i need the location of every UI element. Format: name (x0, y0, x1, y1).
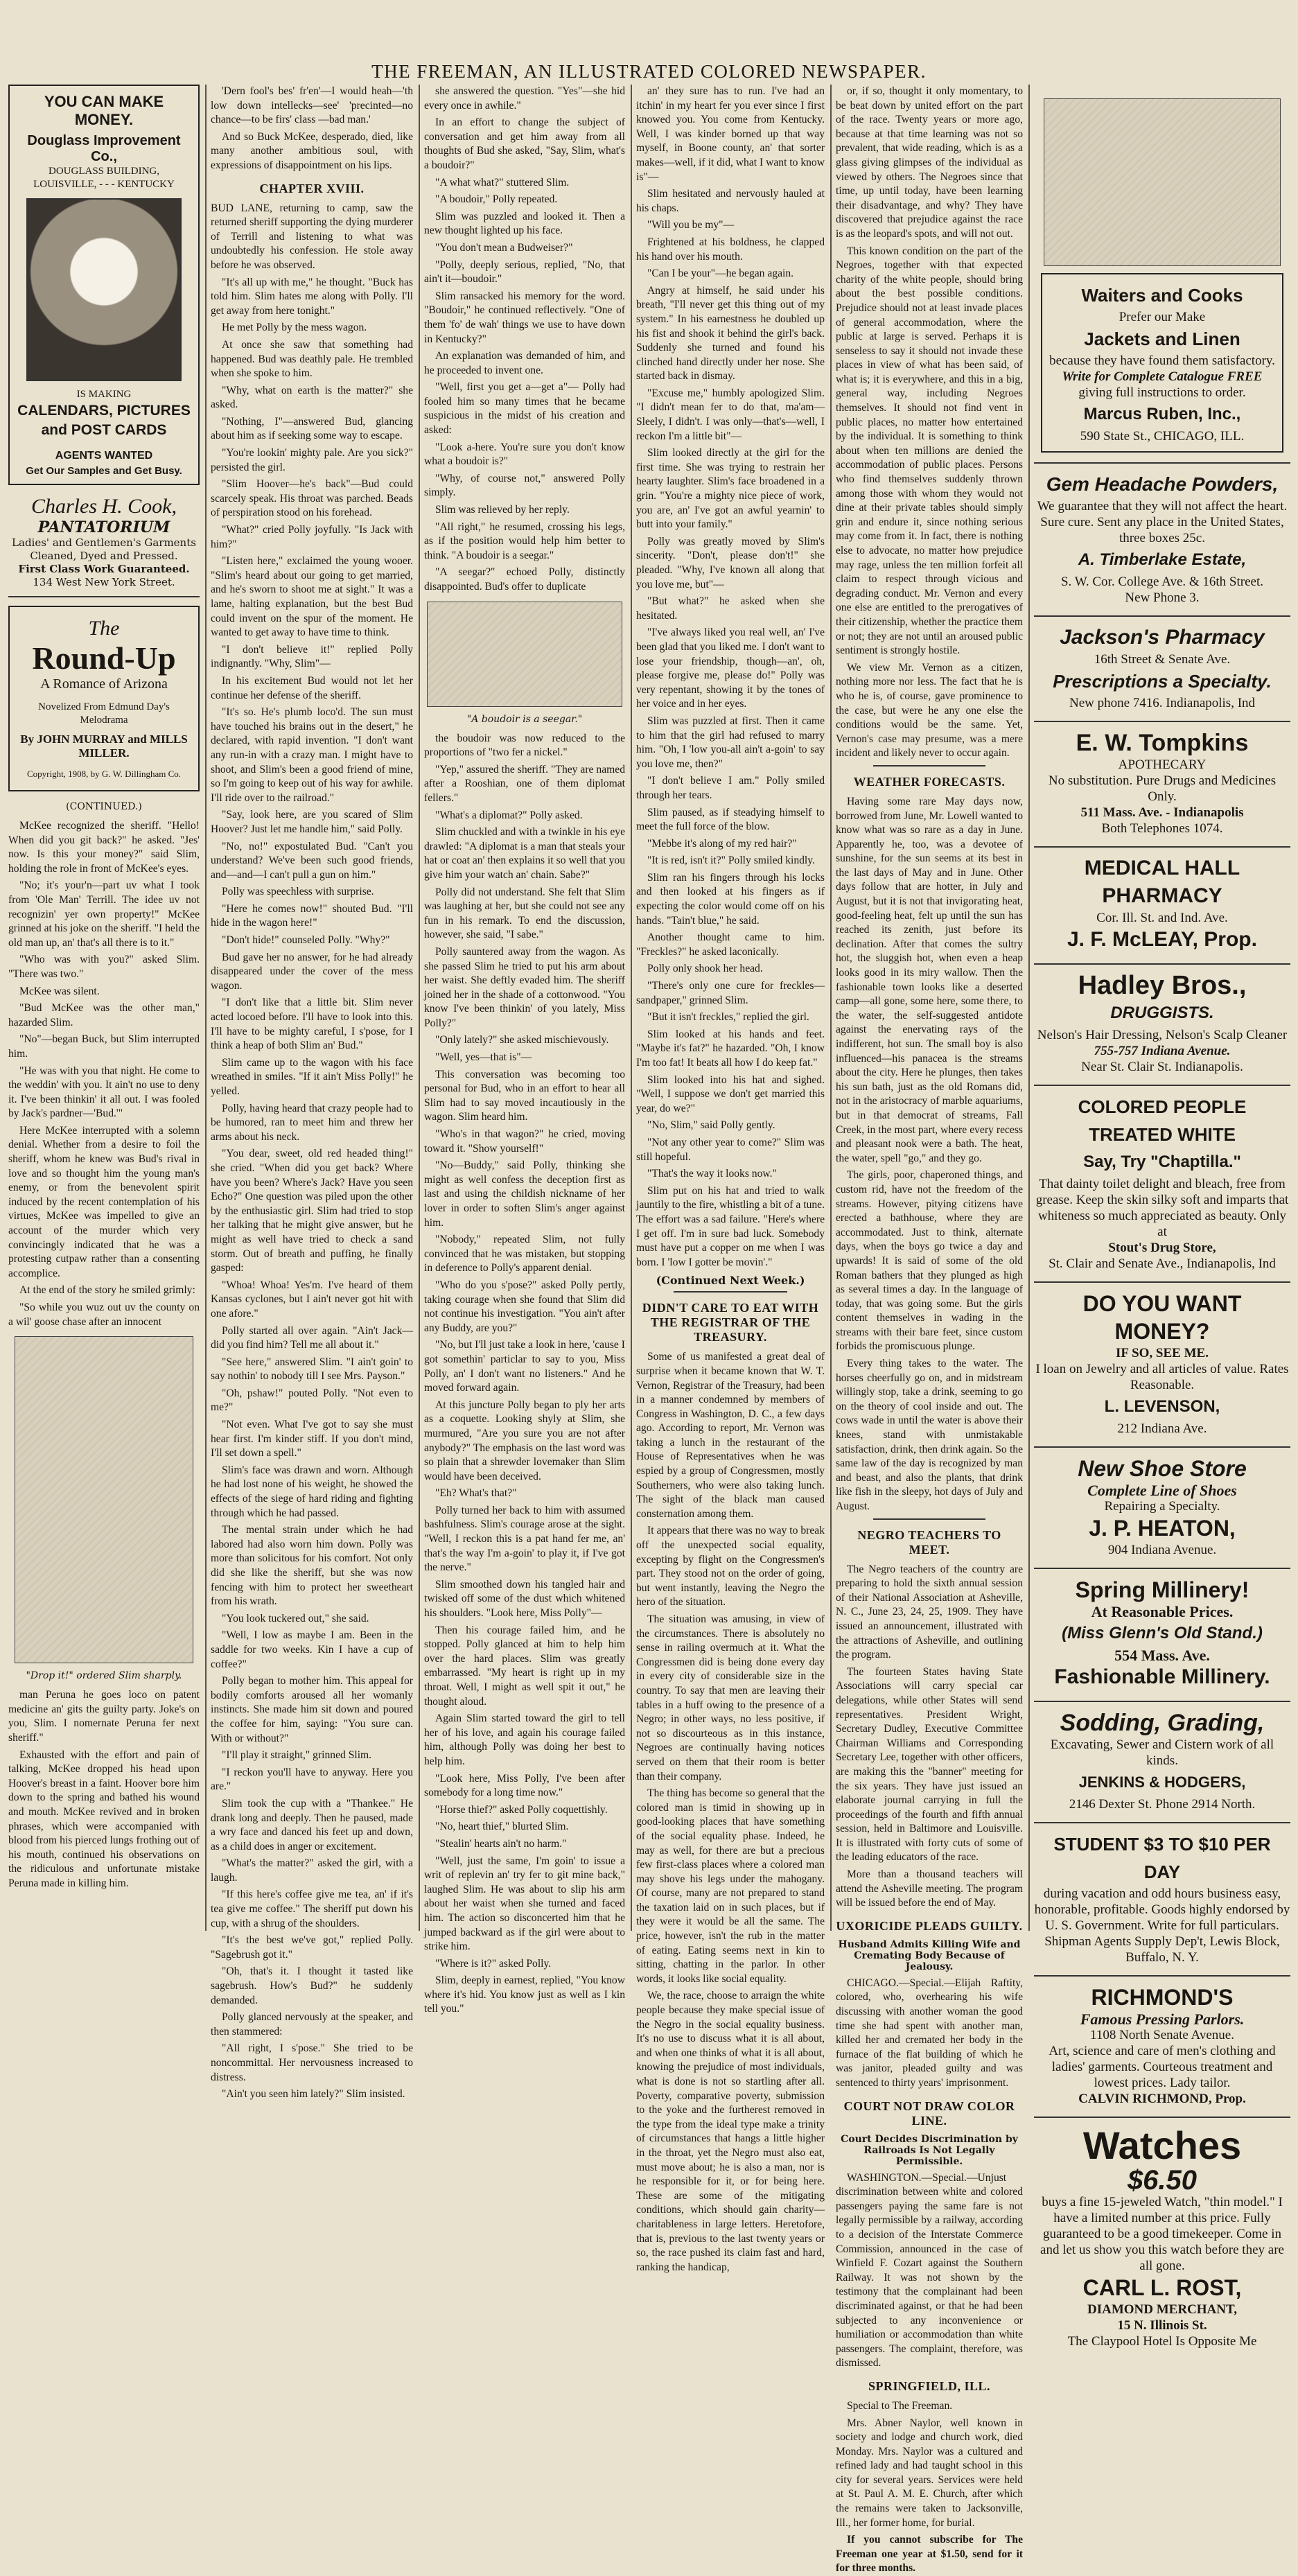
story-paragraph: Slim looked directly at the girl for the first time. She was trying to restrain her hearty laughter. Slim's face broadened in a grin. "You're a mighty nice piece of work, you are, an' I've got an awful yearnin' to butt into your family." (636, 447, 825, 531)
ad-sodding-sub: Excavating, Sewer and Cistern work of all kinds. (1050, 1737, 1274, 1768)
ad-company: Douglass Improvement Co., (27, 133, 181, 164)
story-paragraph: Slim took the cup with a "Thankee." He drank long and deeply. Then he paused, made a wry face and danced his feet up and down, as a child does in anger or excitement. (211, 1797, 413, 1852)
story-paragraph: Slim was relieved by her reply. (435, 504, 570, 516)
story-paragraph: Slim was puzzled at first. Then it came to him that the girl had refused to marry him. "Oh, I 'low you-all ain't a-goin' to say you love me, then?" (636, 715, 825, 770)
story-paragraph: Polly was greatly moved by Slim's sincerity. "Don't, please don't!" she pleaded. "Why, I've known all along that you love me, but"— (636, 535, 825, 590)
story-paragraph: At once she saw that something had happened. Bud was deathly pale. He trembled when she spoke to him. (211, 338, 413, 380)
story-paragraph: "Excuse me," humbly apologized Slim. "I didn't mean fer to do that, ma'am—Sleely, I didn't. I was only—that's—well, I reckon I'm a little bit"— (636, 387, 825, 442)
story-paragraph: Polly began to mother him. This appeal for bodily comforts aroused all her womanly instincts. She made him sit down and poured the coffee for him, saying: "You sure can. With or without?" (211, 1675, 413, 1744)
ad-watches-name: CARL L. ROST, (1082, 2275, 1242, 2300)
column-rule (205, 85, 207, 1931)
article-paragraph: CHICAGO.—Special.—Elijah Raftity, colored, who, overhearing his wife discussing with another woman the good time she had spent with another man, killed her and cremated her body in the furnace of the flat building of which he was janitor, pleaded guilty and was sentenced to thirty years' imprisonment. (836, 1977, 1023, 2089)
ad-money-addr: 212 Indiana Ave. (1117, 1421, 1207, 1436)
story-paragraph: "Yep," assured the sheriff. "They are named after a Rooshian, one of them diplomat fellers." (424, 763, 625, 804)
story-paragraph: At the end of the story he smiled grimly: (19, 1284, 195, 1297)
ad-millinery-tag: Fashionable Millinery. (1054, 1665, 1270, 1688)
continued-label: (CONTINUED.) (66, 801, 142, 812)
roundup-copyright: Copyright, 1908, by G. W. Dillingham Co. (26, 769, 182, 779)
story-paragraph: Polly sauntered away from the wagon. As she passed Slim he tried to put his arm about her waist. She deftly evaded him. The sheriff joined her in the shade of a cottonwood. "You know I've been thinkin' of you lately, Miss Polly?" (424, 945, 625, 1029)
ad-jackets-head: Jackets and Linen (1084, 328, 1240, 349)
ad-money-sub: IF SO, SEE ME. (1116, 1346, 1209, 1360)
ad-millinery-addr: 554 Mass. Ave. (1114, 1647, 1210, 1664)
ad-watches-head: Watches (1082, 2123, 1242, 2167)
ad-watches-price: $6.50 (1127, 2165, 1198, 2196)
story-paragraph: "I don't believe I am." Polly smiled through her tears. (636, 775, 825, 801)
ad-gem-addr: S. W. Cor. College Ave. & 16th Street. (1060, 575, 1264, 589)
story-paragraph: The mental strain under which he had labored had also worn him down. Polly was more than solicitous for his comfort. Not only did she like the sheriff, but she was now fencing with him to protect her sweetheart from his wrath. (211, 1524, 413, 1608)
story-paragraph: "Bud McKee was the other man," hazarded Slim. (8, 1002, 200, 1028)
story-paragraph: Slim looked into his hat and sighed. "Well, I suppose we don't get married this year, do we?" (636, 1074, 825, 1114)
ad-jacksons-spec: Prescriptions a Specialty. (1053, 671, 1272, 692)
ad-jackets-box (1041, 273, 1283, 453)
story-paragraph: Polly turned her back to him with assumed bashfulness. Slim's courage arose at the sight. "Well, I reckon this is a pat hand fer me, an' that's the way I'm a-goin' to play it, if I've got the nerve." (424, 1504, 625, 1574)
story-paragraph: "Whoa! Whoa! Yes'm. I've heard of them Kansas cyclones, but I ain't never got hit with one afore." (211, 1279, 413, 1320)
story-paragraph: "No, Slim," said Polly gently. (647, 1119, 775, 1132)
story-paragraph: "What's a diplomat?" Polly asked. (435, 809, 583, 821)
ad-jacksons-head: Jackson's Pharmacy (1060, 626, 1265, 649)
article-headline: WEATHER FORECASTS. (853, 774, 1006, 789)
ad-hadley-line1: Nelson's Hair Dressing, Nelson's Scalp Cleaner (1037, 1028, 1288, 1042)
ad-chaptilla (1034, 1086, 1290, 1283)
ad-shoe-store (1034, 1448, 1290, 1569)
story-paragraph: "No; it's your'n—part uv what I took from 'Ole Man' Terrill. The idee uv not recognizin' yer own property!" McKee grinned at his joke on the sheriff. "I held the old man up, an' that's all there is to it." (8, 879, 200, 949)
story-paragraph: "It is red, isn't it?" Polly smiled kindly. (647, 855, 815, 867)
story-paragraph: Slim chuckled and with a twinkle in his eye drawled: "A diplomat is a man that steals your hat or coat an' then explains it so well that you give him your watch an' chain. Sabe?" (424, 826, 625, 881)
ad-millinery (1034, 1569, 1290, 1702)
story-paragraph: "A seegar?" echoed Polly, distinctly disappointed. Bud's offer to duplicate (424, 566, 625, 593)
ad-shoe-addr: 904 Indiana Avenue. (1107, 1543, 1217, 1557)
article-paragraph: WASHINGTON.—Special.—Unjust discrimination between white and colored passengers paying the same fare is not legally permissible by a railway, according to a decision of the Interstate Commerce Commission, announced in the case of Winfield F. Cozart against the Southern Railway. It was not shown by the testimony that the complainant had been discriminated against, or that he had been subjected to any inconvenience or humiliation or accommodation than white passengers. The complaint, therefore, was dismissed. (836, 2171, 1023, 2369)
ad-student (1034, 1823, 1290, 1977)
story-paragraph: "Horse thief?" asked Polly coquettishly. (435, 1803, 608, 1816)
article-paragraph: The fourteen States having State Associations will carry special car delegations, while other States will send representatives. President Wright, Secretary Dudley, Executive Committee Chairman Williams and Corresponding Secretary Lee, together with other officers, are making this the "banner" meeting for the six years. They have just issued an elaborate journal carrying in full the proceedings of the fourth and fifth annual session, held in Baltimore and Louisville. It is illustrated with forty cuts of some of the leading educators of the race. (836, 1665, 1023, 1864)
story-paragraph: Slim came up to the wagon with his face wreathed in smiles. "If it ain't Miss Polly!" he yelled. (211, 1056, 413, 1097)
ad-jackets-line2: because they have found them satisfactory. (1049, 353, 1275, 368)
ad-douglass (8, 85, 200, 485)
ad-shoe-name: J. P. HEATON, (1089, 1516, 1236, 1541)
article-headline: NEGRO TEACHERS TO MEET. (857, 1527, 1001, 1557)
ad-millinery-sub: At Reasonable Prices. (1091, 1603, 1234, 1620)
story-paragraph: McKee recognized the sheriff. "Hello! When did you git back?" he asked. "Jes' now. Is this your money?" said Slim, holding the role in front of McKee's eyes. (8, 820, 200, 875)
story-paragraph: "He was with you that night. He come to the weddin' with you. It ain't no use to deny it. I've been thinkin' it all out. I was fooled by Jack's pardner—'Bud.'" (8, 1064, 200, 1120)
ad-student-head: STUDENT $3 TO $10 PER DAY (1053, 1834, 1271, 1882)
ad-footer: Get Our Samples and Get Busy. (26, 465, 182, 477)
story-paragraph: "No"—began Buck, but Slim interrupted him. (8, 1033, 200, 1060)
story-paragraph: He met Polly by the mess wagon. (222, 322, 367, 334)
ad-address: DOUGLASS BUILDING, (49, 166, 159, 177)
continued-next-week: (Continued Next Week.) (656, 1274, 805, 1288)
story-paragraph: 'Dern fool's bes' fr'en'—I would heah—'th low down intellecks—see' 'precinted—no chance—to be firs' class —bad man.' (211, 85, 413, 126)
story-paragraph: "That's the way it looks now." (647, 1168, 777, 1180)
story-paragraph: "It's so. He's plumb loco'd. The sun must have touched his brains out in the desert," he declared, with rapid invention. "I don't want any run-in with a crazy man. I might have to shoot, and Slim's been a good friend of mine, so I'm going to keep out of his way for awhile. I'll ride over to the railroad." (211, 706, 413, 804)
ad-chaptilla-store: Stout's Drug Store, (1108, 1241, 1216, 1255)
article-headline: DIDN'T CARE TO EAT WITH THE REGISTRAR OF THE TREASURY. (642, 1301, 819, 1344)
story-paragraph: And so Buck McKee, desperado, died, like many another ambitious soul, with expressions of disappointment on his lips. (211, 130, 413, 171)
story-paragraph: Bud gave her no answer, for he had already disappeared under the cover of the mess wagon. (211, 951, 413, 992)
ad-student-text: during vacation and odd hours business easy, honorable, profitable. Goods highly endorsed by U. S. Government. Write for full particulars. Shipman Agents Supply Dep't, Lewis Block, Buffalo, N. Y. (1034, 1886, 1290, 1965)
story-paragraph: "What's the matter?" asked the girl, with a laugh. (211, 1857, 413, 1884)
column-1 (8, 85, 200, 1931)
column-5 (836, 85, 1023, 2575)
article-paragraph: Some of us manifested a great deal of surprise when it became known that W. T. Vernon, Registrar of the Treasury, had been in a manner condemned by members of Congress in Washington, D. C., a few days ago. According to report, Mr. Vernon was taking a lunch in the restaurant of the House of Representatives when he was espied by a group of Congressmen, mostly Southerners, who were also taking lunch. The sight of the black man caused consternation among them. (636, 1351, 825, 1520)
story-paragraph: "Say, look here, are you scared of Slim Hoover? Just let me handle him," said Polly. (211, 809, 413, 835)
story-paragraph: Polly did not understand. She felt that Slim was laughing at her, but she could not see any fun in his remark. To end the discussion, however, she said, "I sabe." (424, 886, 625, 941)
column-rule (1028, 85, 1030, 1931)
story-paragraph: An explanation was demanded of him, and he proceeded to invent one. (424, 350, 625, 376)
story-paragraph: "See here," answered Slim. "I ain't goin' to say nothin' to nobody till I see Mrs. Payson." (211, 1356, 413, 1383)
ad-cook-title: PANTATORIUM (37, 518, 170, 536)
story-paragraph: "All right," he resumed, crossing his legs, as if the position would help him better to think. "A boudoir is a seegar." (424, 520, 625, 561)
ad-medical-addr: Cor. Ill. St. and Ind. Ave. (1096, 911, 1228, 925)
story-paragraph: Slim ran his fingers through his locks and then looked at his fingers as if expecting the color would come off on his hands. "Tain't blue," he said. (636, 871, 825, 927)
ad-cook-line1: Ladies' and Gentlemen's Garments Cleaned, Dyed and Pressed. (12, 536, 196, 562)
ad-tompkins-addr: 511 Mass. Ave. - Indianapolis (1080, 805, 1244, 820)
ad-tompkins-head: E. W. Tompkins (1076, 730, 1249, 756)
chapter-opening: BUD LANE, returning to camp, saw the returned sheriff supporting the dying murderer of Terrill and listening to what was undoubtedly his confession. He stole away before he was observed. (211, 202, 413, 271)
story-paragraph: Angry at himself, he said under his breath, "I'll never get this thing out of my system." In his earnestness he doubled up his fist and shook it behind the girl's back. Suddenly she turned and found his clinched hand directly under her nose. She started back in dismay. (636, 284, 825, 383)
ad-tompkins (1034, 722, 1290, 848)
ad-gem-head: Gem Headache Powders, (1046, 473, 1279, 495)
portrait-image (26, 198, 182, 381)
story-paragraph: "Who was with you?" asked Slim. "There was two." (8, 954, 200, 980)
ad-chaptilla-say: Say, Try "Chaptilla." (1083, 1153, 1241, 1171)
ad-richmond-head: RICHMOND'S (1091, 1985, 1234, 2010)
article-paragraph: More than a thousand teachers will attend the Asheville meeting. The program will be issued before the end of May. (836, 1868, 1023, 1909)
ad-shoe-sub: Complete Line of Shoes (1087, 1482, 1237, 1499)
ad-hadley (1034, 965, 1290, 1086)
story-paragraph: "Well, first you get a—get a"— Polly had fooled him so many times that he became suspicious in the midst of his creation and asked: (424, 381, 625, 437)
story-paragraph: "So while you wuz out uv the county on a wil' goose chase after an innocent (8, 1302, 200, 1328)
article-headline: SPRINGFIELD, ILL. (868, 2378, 991, 2393)
ad-shoe-line: Repairing a Specialty. (1104, 1499, 1220, 1514)
ad-gem-text: We guarantee that they will not affect the heart. Sure cure. Sent any place in the United States, three boxes 25c. (1037, 499, 1288, 545)
story-paragraph: "Well, just the same, I'm goin' to issue a writ of replevin an' try fer to git mine back," laughed Slim. He was about to slip his arm about her waist when she turned and faced him. The action so disconcerted him that he jumped backward as if the girl were about to strike him. (424, 1855, 625, 1953)
story-paragraph: "Why, what on earth is the matter?" she asked. (211, 384, 413, 411)
story-paragraph: "Stealin' hearts ain't no harm." (435, 1837, 567, 1850)
ad-cook (8, 495, 200, 597)
story-paragraph: In an effort to change the subject of conversation and get him away from all thoughts of Bud she asked, "Say, Slim, what's a boudoir?" (424, 116, 625, 171)
masthead (0, 0, 1298, 82)
story-paragraph: the boudoir was now reduced to the proportions of "two fer a nickel." (424, 732, 625, 759)
column-rule (419, 85, 420, 1931)
story-paragraph: she answered the question. "Yes"—she hid every once in awhile." (424, 85, 625, 112)
story-paragraph: Slim ransacked his memory for the word. "Boudoir," he continued reflectively. "One of them 'fo' de wah' things we use to have down in Kentucky?" (424, 290, 625, 345)
column-6-ads (1034, 85, 1290, 2349)
ad-gem-name: A. Timberlake Estate, (1078, 550, 1247, 569)
roundup-authors: By JOHN MURRAY and MILLS MILLER. (20, 733, 188, 760)
article-paragraph: The situation was amusing, in view of the circumstances. There is absolutely no sense in railing overmuch at it. What the Congressmen did is being done every day in every city of considerable size in the country. To say that men are leaving their tables in a huff owing to the presence of a Negro; in other ways, no less positive, if not so discourteous as in this instance, Negroes are continually having notices served on them that their room is better than their company. (636, 1613, 825, 1782)
story-paragraph: "Only lately?" she asked mischievously. (435, 1034, 609, 1046)
story-paragraph: Slim's face was drawn and worn. Although he had lost none of his weight, he showed the effects of the siege of hard riding and fighting through which he had passed. (211, 1464, 413, 1519)
story-paragraph: Slim was puzzled and looked it. Then a new thought lighted up his face. (424, 210, 625, 237)
ad-watches-text: buys a fine 15-jeweled Watch, "thin model." I have a limited number at this price. Fully guaranteed to be a good timekeeper. Come in and let us show you this watch before they are all gone. (1040, 2195, 1284, 2273)
story-paragraph: "Slim Hoover—he's back"—Bud could scarcely speak. His throat was parched. Beads of perspiration stood on his forehead. (211, 478, 413, 519)
column-4 (636, 85, 825, 2273)
ad-medical-prop: J. F. McLEAY, Prop. (1067, 928, 1257, 951)
story-paragraph: "It's all up with me," he thought. "Buck has told him. Slim hates me along with Polly. I'll get away from here tonight." (211, 276, 413, 317)
ad-levenson (1034, 1283, 1290, 1448)
ad-cook-line2: First Class Work Guaranteed. (18, 563, 190, 575)
article-headline: COURT NOT DRAW COLOR LINE. (843, 2099, 1015, 2128)
column-3 (424, 85, 625, 2015)
ad-medical-head: MEDICAL HALL PHARMACY (1084, 857, 1240, 907)
ad-sodding-addr: 2146 Dexter St. Phone 2914 North. (1069, 1797, 1256, 1812)
ad-millinery-head: Spring Millinery! (1075, 1577, 1249, 1602)
story-paragraph: "Well, I low as maybe I am. Been in the saddle for two weeks. Kin I have a cup of coffee?" (211, 1629, 413, 1670)
ad-sodding-name: JENKINS & HODGERS, (1078, 1773, 1246, 1791)
ad-watches-addr: 15 N. Illinois St. (1117, 2318, 1207, 2333)
story-paragraph: "But it isn't freckles," replied the girl. (647, 1011, 809, 1024)
illustration-waiters (1044, 98, 1281, 266)
story-paragraph: "Here he comes now!" shouted Bud. "I'll hide in the wagon here!" (211, 902, 413, 929)
ad-jackets-line3: giving full instructions to order. (1078, 385, 1246, 400)
roundup-title: Round-Up (32, 640, 176, 676)
story-paragraph: Slim paused, as if steadying himself to meet the full force of the blow. (636, 806, 825, 833)
story-paragraph: "No, heart thief," blurted Slim. (435, 1821, 569, 1833)
article-subhead: Husband Admits Killing Wife and Cremating Body Because of Jealousy. (838, 1938, 1021, 1972)
roundup-the: The (88, 617, 120, 640)
story-paragraph: "I don't believe it!" replied Polly indignantly. "Why, Slim"— (211, 643, 413, 670)
story-paragraph: "There's only one cure for freckles—sandpaper," grinned Slim. (636, 980, 825, 1006)
story-paragraph: "Who do you s'pose?" asked Polly pertly, taking courage when she found that Slim did not continue his investigation. "You ain't after any Buddy, are you?" (424, 1279, 625, 1334)
article-paragraph: If you cannot subscribe for The Freeman one year at $1.50, send for it for three months. (836, 2534, 1023, 2575)
story-paragraph: "But what?" he asked when she hesitated. (636, 595, 825, 622)
story-paragraph: Slim smoothed down his tangled hair and twisked off some of the dust which whitened his shoulders. "Look here, Miss Polly"— (424, 1578, 625, 1620)
story-paragraph: Slim hesitated and nervously hauled at his chaps. (636, 188, 825, 214)
story-paragraph: "All right, I s'pose." She tried to be noncommittal. Her nervousness increased to distress. (211, 2042, 413, 2083)
ad-chaptilla-head: COLORED PEOPLE TREATED WHITE (1078, 1096, 1247, 1145)
article-paragraph: The Negro teachers of the country are preparing to hold the sixth annual session of their National Association at Asheville, N. C., June 23, 24, 25, 1909. They have issued an announcement, illustrated with the attractions of Asheville, and outlining the program. (836, 1563, 1023, 1661)
story-paragraph: Another thought came to him. "Freckles?" he asked laconically. (636, 931, 825, 958)
article-paragraph: We, the race, choose to arraign the white people because they make special issue of the Negro in the social equality business. It's no use to discuss what it is all about, and when one thinks of what it is all about, knowing the prejudice of most individuals, what is done is not so startling after all. Poverty, comparative poverty, submission to the yoke and the furtherest removed in the type from the ideal type make a trinity of circumstances that hangs a little higher in the throat, yet the Negro must also eat, must move about; he is also a man, nor is he responsible for it, or for being here. These are some of the mitigating conditions, which should gain charity—charitableness in large letters. Heretofore, that is, previous to the last twenty years or so, the race pushed its claim fast and hard, ranking the handicap, (636, 1990, 825, 2273)
article-headline: UXORICIDE PLEADS GUILTY. (836, 1918, 1023, 1933)
story-paragraph: "Can I be your"—he began again. (647, 268, 794, 280)
ad-jacksons (1034, 617, 1290, 722)
story-paragraph: McKee was silent. (19, 985, 100, 997)
article-paragraph: We view Mr. Vernon as a citizen, nothing more nor less. The fact that he is who he is, of course, gave prominence to the case, but were he any one else the conditions would be the same. Yet, Vernon's case may presume, was a mere incident and likely never to occur again. (836, 661, 1023, 760)
roundup-subtitle: A Romance of Arizona (40, 676, 168, 692)
story-paragraph: Here McKee interrupted with a solemn denial. Whether from a desire to foil the sheriff, whom he knew was Bud's rival in love and so thought him the young man's enemy, or from the benevolent spirit induced by the recent contemplation of his virtues, McKee was impelled to give an account of the murder which very convincingly indicated that he was a protesting cutpaw rather than a consenting accomplice. (8, 1124, 200, 1279)
article-paragraph: Every thing takes to the water. The horses cheerfully go on, and in midstream willingly stop, take a drink, seeming to go on the theory of cool inside and out. The cows wade in until the water is above their knees, stand with unmistakable satisfaction, drink, then drink again. So the same law of the day is recognized by man and beast, and also the plants, that drink like fish in the sleepy, hot days of July and August. (836, 1358, 1023, 1512)
ad-money-text: I loan on Jewelry and all articles of value. Rates Reasonable. (1035, 1362, 1289, 1392)
story-paragraph: "Well, yes—that is"— (435, 1051, 532, 1064)
ad-sodding-head: Sodding, Grading, (1060, 1710, 1265, 1736)
ad-jackets (1034, 85, 1290, 464)
ad-sodding (1034, 1702, 1290, 1823)
story-paragraph: "Look here, Miss Polly, I've been after somebody for a long time now." (424, 1772, 625, 1799)
ad-richmond-sub: Famous Pressing Parlors. (1080, 2010, 1245, 2028)
story-paragraph: "Ain't you seen him lately?" Slim insisted. (222, 2088, 405, 2101)
ad-cook-address: 134 West New York Street. (33, 576, 175, 588)
story-paragraph: "It's the best we've got," replied Polly. "Sagebrush got it." (211, 1934, 413, 1961)
story-paragraph: Slim, deeply in earnest, replied, "You know where it's hid. You know just as well as I kin tell you." (424, 1974, 625, 2015)
article-paragraph: It appears that there was no way to break off the unexpected social equality, excepting by flight on the Congressmen's part. They stood not on the order of going, but went instantly, leaving the Negro the hero of the situation. (636, 1525, 825, 1609)
story-paragraph: an' they sure has to run. I've had an itchin' in my heart fer you ever since I first knowed you. You come from Kentucky. Well, I was kinder borned up that way myself, in Boone county, an' that sorter makes—well, if it did, what I want to know is"— (636, 85, 825, 183)
story-paragraph: "Don't hide!" counseled Polly. "Why?" (222, 934, 390, 947)
story-paragraph: "A boudoir," Polly repeated. (435, 193, 558, 206)
story-paragraph: man Peruna he goes loco on patent medicine an' gits the guilty party. Joke's on you, Slim. I nomernate Peruna fer next sheriff." (8, 1689, 200, 1744)
ad-richmond (1034, 1977, 1290, 2118)
column-rule (631, 85, 632, 1931)
column-2 (211, 85, 413, 2101)
story-paragraph: "No—Buddy," said Polly, thinking she might as well confess the deception first as last and using the childish nickname of her lover in order to soften Slim's anger against him. (424, 1159, 625, 1229)
story-paragraph: "Mebbe it's along of my red hair?" (647, 837, 797, 850)
column-rule (830, 85, 832, 1931)
ad-richmond-prop: CALVIN RICHMOND, Prop. (1078, 2092, 1246, 2106)
ad-richmond-text: Art, science and care of men's clothing and ladies' garments. Courteous treatment and lowest prices. Lady tailor. (1049, 2044, 1276, 2090)
story-paragraph: Again Slim started toward the girl to tell her of his love, and again his courage failed him, although Polly was doing her best to help him. (424, 1712, 625, 1767)
ad-jacksons-phone: New phone 7416. Indianapolis, Ind (1069, 696, 1256, 710)
ad-jackets-title: Waiters and Cooks (1081, 285, 1243, 306)
story-paragraph: "You're lookin' mighty pale. Are you sick?" persisted the girl. (211, 447, 413, 473)
chapter-heading: CHAPTER XVIII. (259, 181, 365, 195)
ad-watches-hotel: The Claypool Hotel Is Opposite Me (1067, 2334, 1257, 2349)
divider (873, 765, 985, 766)
story-paragraph: Polly only shook her head. (647, 963, 763, 975)
ad-chaptilla-addr: St. Clair and Senate Ave., Indianapolis, Ind (1049, 1256, 1276, 1271)
story-paragraph: "I don't like that a little bit. Slim never acted locoed before. I'll have to look into this. I'll have to be mighty careful, I s'pose, for I think a heap of both Slim an' Bud." (211, 997, 413, 1052)
ad-agents: AGENTS WANTED (55, 450, 153, 462)
story-paragraph: "Nobody," repeated Slim, not fully convinced that he was mistaken, but stopping in deference to Polly's apparent denial. (424, 1234, 625, 1274)
ad-headline: YOU CAN MAKE MONEY. (44, 93, 164, 128)
ad-gem (1034, 464, 1290, 617)
ad-chaptilla-text: That dainty toilet delight and bleach, free from grease. Keep the skin silky soft and imparts that whiteness so much appreciated as beauty. Only at (1035, 1177, 1289, 1239)
story-paragraph: "You look tuckered out," she said. (222, 1612, 369, 1624)
story-paragraph: "Listen here," exclaimed the young wooer. "Slim's heard about our going to get married, and he's sworn to shoot me at sight." It was a lame, halting explanation, but the best Bud could invent on the spur of the moment. He wanted to get away to have time to think. (211, 555, 413, 639)
story-paragraph: Polly, having heard that crazy people had to be humored, ran to meet him and threw her arms about his neck. (211, 1102, 413, 1143)
masthead-title: THE FREEMAN, AN ILLUSTRATED COLORED NEWSPAPER. (371, 61, 927, 82)
ad-gem-phone: New Phone 3. (1125, 590, 1200, 605)
story-paragraph: Slim looked at his hands and feet. "Maybe it's fat?" he hazarded. "Oh, I know I'm too fat! It beats all how I do keep fat." (636, 1028, 825, 1069)
article-paragraph: Having some rare May days now, borrowed from June, Mr. Lowell wanted to know what was so rare as a day in June. Apparently he, too, was a devotee of sunshine, for the sun seems at its best in the last days of May and in June. Other days follow that are hotter, in July and August, but it is not that invigorating heat, good-feeling heat, felt up until the sun has reached its zenith, just before its declination. After that comes the sultry hot, the sluggish hot, when even a heap looks good in its miry wallow. Then the fashionable town looks like a deserted camp—all gone, some here, some there, to the water, the self-suggested antidote against the enervating rays of the indifferent, hot sun. The small boy is also influenced—his panacea is the streams about the city. Here he plunges, then takes his sun bath, just as the old Romans did, not in the aristocracy of marble aquariums, but in that democrat of streams, Fall Creek, in the most part, where every recess and pleasant nook were a bath. The heat, the water, spell "go," and they go. (836, 795, 1023, 1164)
story-paragraph: At this juncture Polly began to ply her arts as a coquette. Looking shyly at Slim, she murmured, "Are you sure you are not after anybody?" The emphasis on the last word was so plain that a shrewder lovemaker than Slim would have been deceived. (424, 1399, 625, 1482)
ad-hadley-head: Hadley Bros., (1078, 971, 1247, 1000)
story-paragraph: "Oh, pshaw!" pouted Polly. "Not even to me?" (211, 1387, 413, 1414)
ad-medical-hall (1034, 848, 1290, 965)
story-paragraph: "Will you be my"— (647, 219, 735, 231)
story-paragraph: "You dear, sweet, old red headed thing!" she cried. "When did you get back? Where have you been? Where's Jack? Have you seen Echo?" One question was piled upon the other by the enthusiastic girl. Slim had tried to stop her talking that he might give answer, but he might as well have tried to check a sand storm. Out of breath and puffing, he finally gasped: (211, 1148, 413, 1274)
story-paragraph: Slim put on his hat and tried to walk jauntily to the fire, whistling a bit of a tune. The effort was a sad failure. "Here's where I get off. I'm in sure bad luck. Somebody must have put a copper on me when I was born. I 'low I gotter be movin'." (636, 1184, 825, 1268)
ad-tompkins-sub: APOTHECARY (1118, 757, 1207, 772)
story-paragraph: "Not even. What I've got to say she must hear first. I'm kinder stiff. If you don't mind, I'll set down a spell." (211, 1419, 413, 1460)
story-paragraph: "Why, of course not," answered Polly simply. (424, 472, 625, 499)
ad-hadley-sub: DRUGGISTS. (1110, 1004, 1214, 1022)
ad-money-name: L. LEVENSON, (1104, 1397, 1220, 1416)
illustration-cowboy (15, 1336, 193, 1663)
article-subhead: Court Decides Discrimination by Railroads Is Not Legally Permissible. (841, 2133, 1018, 2167)
ad-hadley-near: Near St. Clair St. Indianapolis. (1081, 1060, 1243, 1074)
story-paragraph: Then his courage failed him, and he stopped. Polly glanced at him to help him over the hard places. Slim was greatly embarrassed. "My heart is right up in my throat. Well, I might as well spit it out," he thought aloud. (424, 1624, 625, 1708)
story-paragraph: "You don't mean a Budweiser?" (435, 241, 573, 254)
story-paragraph: "What?" cried Polly joyfully. "Is Jack with him?" (211, 524, 413, 550)
ad-jackets-company: Marcus Ruben, Inc., (1083, 405, 1241, 423)
ad-cook-name: Charles H. Cook, (31, 495, 177, 518)
story-paragraph: Polly was speechless with surprise. (222, 886, 374, 898)
illustration-caption: "A boudoir is a seegar." (466, 713, 583, 725)
story-paragraph: "Nothing, I"—answered Bud, glancing about him as if seeking some way to escape. (211, 415, 413, 442)
ad-watches (1034, 2118, 1290, 2359)
divider (674, 1291, 787, 1293)
story-paragraph: "Where is it?" asked Polly. (435, 1957, 552, 1970)
ad-shoe-head: New Shoe Store (1078, 1456, 1247, 1481)
ad-jackets-write: Write for Complete Catalogue FREE (1062, 369, 1263, 384)
illustration-caption: "Drop it!" ordered Slim sharply. (26, 1670, 182, 1682)
story-paragraph: "I've always liked you real well, an' I've been glad that you liked me. I don't want to lose your friendship, though—an', oh, please forgive me, please do!" Polly was very repentant, showing it by the tones of her voice and in her eyes. (636, 627, 825, 710)
story-paragraph: "I reckon you'll have to anyway. Here you are." (211, 1766, 413, 1793)
story-paragraph: Polly glanced nervously at the speaker, and then stammered: (211, 2011, 413, 2038)
story-paragraph: "Not any other year to come?" Slim was still hopeful. (636, 1136, 825, 1163)
ad-hadley-addr: 755-757 Indiana Avenue. (1094, 1044, 1231, 1058)
article-paragraph: The girls, poor, chaperoned things, and custom rid, have not the freedom of the streams. However, pitying citizens have erected a bathhouse, where they are accommodated. Just to think, alternate days, when the boys go twice a day and upwards! It is said of some of the old Roman bathers that they plunged as high as several times a day. In the language of today, that was going some. But the girls content themselves in wading in the streams with their bare feet, since custom forbids the promiscuous plunge. (836, 1169, 1023, 1353)
ad-tompkins-phone: Both Telephones 1074. (1101, 821, 1223, 836)
story-paragraph: "If this here's coffee give me tea, an' if it's tea give me coffee." The sheriff put down his cup, with a shrug of the shoulders. (211, 1889, 413, 1929)
ad-making: IS MAKING (76, 389, 132, 400)
article-paragraph: This known condition on the part of the Negroes, together with that expected charity of the white people, should bring about the best possible conditions. Prejudice should not at least invade places of general accommodation, where the public at large is served. Perhaps it is senseless to say it should not invade these places in view of what has been said, of what is; it is everywhere, and this in a big, general way, including Negroes themselves. It should not find vent in public places, no matter how entertained by the individual. It is something to think about when ten millions are denied the accommodation of public places. Persons who find themselves suddenly thrown among those with whom they would not dine at their private tables should simply grin and endure it, since nothing serious may come from it. In fact, there is nothing else to advocate, no matter how prejudice may rage, unless the ten million forfeit all claim to respect through vicious and degrading conduct. Mr. Vernon and every one else are entitled to the prerogatives of their citizenship, whether the practice them or not; they are not until an aroused public sentiment is strongly hostile. (836, 245, 1023, 657)
story-paragraph: "Polly, deeply serious, replied, "No, that ain't it—boudoir." (424, 259, 625, 286)
ad-watches-sub: DIAMOND MERCHANT, (1087, 2302, 1238, 2317)
article-paragraph: Special to The Freeman. (847, 2399, 953, 2412)
ad-products: CALENDARS, PICTURES and POST CARDS (17, 403, 191, 438)
story-paragraph: "No, no!" expostulated Bud. "Can't you understand? We've been such good friends, and—and—I can't pull a gun on him." (211, 840, 413, 881)
story-paragraph: "A what what?" stuttered Slim. (435, 176, 570, 189)
story-paragraph: "Who's in that wagon?" he cried, moving toward it. "Show yourself!" (424, 1128, 625, 1155)
story-paragraph: "Eh? What's that?" (435, 1487, 517, 1500)
divider (873, 1518, 985, 1520)
article-paragraph: The thing has become so general that the colored man is timid in showing up in good-looking places that have something of the social equality phase. Indeed, he may as well, for there are but a precious few first-class places where a colored man may shove his legs under the mahogany. Of course, many are not prepared to stand the taxation laid on in such places, but if they were it would be all the same. The price, however, isn't the rub in the matter of eating. Eating seems next in kin to sitting, chatting in the parlor. In other words, it looks like social equality. (636, 1787, 825, 1985)
ad-jackets-line1: Prefer our Make (1119, 310, 1206, 324)
ad-jacksons-addr: 16th Street & Senate Ave. (1094, 652, 1231, 667)
article-paragraph: or, if so, thought it only momentary, to be beat down by united effort on the part of the race. Twenty years or more ago, because at that time learning was not so prevalent, that wide reading, which is as a glass giving glimpses of the individual as viewed by others. The Negroes since that time, up until today, have been learning their disadvantage, and why? They have discovered that prejudice against the race is as the leopard's spots, and will not out. (836, 85, 1023, 240)
story-paragraph: Frightened at his boldness, he clapped his hand over his mouth. (636, 236, 825, 263)
ad-tompkins-line1: No substitution. Pure Drugs and Medicines Only. (1048, 773, 1277, 804)
story-paragraph: "Oh, that's it. I thought it tasted like sagebrush. How's Bud?" he suddenly demanded. (211, 1965, 413, 2006)
story-paragraph: In his excitement Bud would not let her continue her defense of the sheriff. (211, 674, 413, 701)
ad-city: LOUISVILLE, - - - KENTUCKY (33, 179, 175, 190)
article-paragraph: Mrs. Abner Naylor, well known in society and lodge and church work, died Monday. Mrs. Naylor was a cultured and refined lady and had taught school in this city for several years. Services were held at St. Paul A. M. E. Church, after which the remains were taken to Jacksonville, Ill., her former home, for burial. (836, 2417, 1023, 2529)
illustration-slim (427, 602, 622, 707)
story-paragraph: This conversation was becoming too personal for Bud, who in an effort to hear all Slim had to say moved incautiously in the wagon. Slim heard him. (424, 1068, 625, 1123)
ad-richmond-addr: 1108 North Senate Avenue. (1090, 2028, 1234, 2042)
ad-millinery-name: (Miss Glenn's Old Stand.) (1062, 1624, 1263, 1642)
story-paragraph: "Look a-here. You're sure you don't know what a boudoir is?" (424, 441, 625, 468)
story-paragraph: Exhausted with the effort and pain of talking, McKee dropped his head upon Hoover's breast in a faint. Hoover bore him down to the spring and bathed his wound and mouth. McKee revived and in broken phrases, which were accompanied with blood from his pierced lungs frothing out of his mouth, continued his observations on the ridiculous and unfortunate mistake Peruna made in killing him. (8, 1749, 200, 1889)
story-paragraph: "No, but I'll just take a look in here, 'cause I got somethin' particlar to say to you, Miss Polly, an' I don't want no listeners." And he moved forward again. (424, 1339, 625, 1394)
ad-money-head: DO YOU WANT MONEY? (1082, 1291, 1242, 1344)
ad-jackets-address: 590 State St., CHICAGO, ILL. (1080, 429, 1245, 444)
story-paragraph: Polly started all over again. "Ain't Jack—did you find him? Tell me all about it." (211, 1324, 413, 1351)
story-paragraph: "I'll play it straight," grinned Slim. (222, 1749, 372, 1762)
roundup-novelized: Novelized From Edmund Day's Melodrama (38, 701, 170, 726)
roundup-title-box (8, 606, 200, 791)
